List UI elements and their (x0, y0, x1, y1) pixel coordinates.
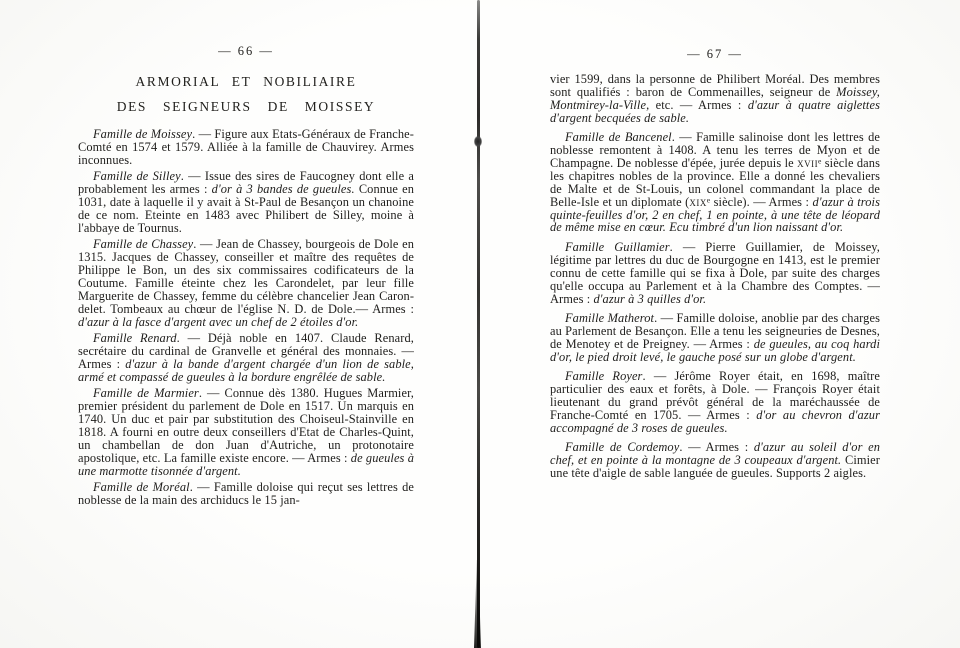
text-segment: . — Famille salinoise dont les lettres de noblesse remontent à 1408. A tenu les terres de Myon et de Champagne. De noblesse d'épée, jurée depuis le (550, 130, 880, 170)
page-number-right: — 67 — (687, 47, 743, 61)
text-segment: Famille Matherot (565, 310, 655, 325)
text-segment: ᵉ siècle dans les chapitres nobles de la province. Elle a donné les chevaliers de Malte et de St-Louis, un colonel commandant la place de Belle-Isle et un diplomate ( (550, 155, 880, 209)
text-segment: Famille de Marmier (93, 386, 199, 401)
gutter-bottom-shadow (474, 560, 481, 648)
text-segment: . — Jérôme Royer était, en 1698, maître particulier des eaux et forêts, à Dole. — François Royer était lieutenant du grand prévôt général de la maréchaussée de Franche-Comté en 1705. — Armes : (550, 369, 880, 422)
text-segment: d'azur à trois quinte-feuilles d'or, 2 en chef, 1 en pointe, à une tête de léopard de même mise en cœur. Ecu timbré d'un lion naissant d'or. (550, 194, 880, 235)
page-left-text (78, 128, 414, 507)
paragraph (550, 370, 880, 435)
text-segment: etc. — Armes : (649, 97, 748, 112)
text-segment: Famille de Chassey (93, 237, 194, 252)
text-segment: d'azur au soleil d'or en chef, et en pointe à la montagne de 3 coupeaux d'argent. (550, 440, 881, 467)
paragraph (78, 387, 414, 477)
text-segment: Famille de Cordemoy (565, 440, 680, 455)
text-segment: d'azur à quatre aiglettes d'argent becquées de sable. (550, 97, 881, 125)
page-gutter-shadow (477, 0, 480, 648)
text-segment: Famille Renard (93, 331, 177, 346)
text-segment: Cimier une tête d'aigle de sable languée de gueules. Supports 2 aigles. (550, 452, 880, 480)
text-segment: d'or au chevron d'azur accompagné de 3 roses de gueules. (550, 407, 880, 435)
armorial-title-line1: ARMORIAL ET NOBILIAIRE (135, 74, 357, 89)
armorial-title-line2: DES SEIGNEURS DE MOISSEY (116, 99, 376, 114)
page-number-left: — 66 — (218, 44, 274, 58)
paragraph (550, 241, 880, 306)
gutter-ink-blob (474, 136, 482, 147)
paragraph (78, 170, 414, 235)
text-segment: xvii (797, 155, 819, 170)
text-segment: Famille de Moissey (93, 127, 193, 141)
text-segment: . — Jean de Chassey, bourgeois de Dole en 1315. Jacques de Chassey, conseiller et maître des requêtes de Philippe le Bon, un des six commissaires codificateurs de la Coutume. Famille éteinte chez les Carondelet, par leur fille Marguerite de Chassey, femme du célèbre chancelier Jean Carondelet. Tombeaux au chœur de l'église N. D. de Dole.— Armes : (78, 237, 414, 316)
paragraph (78, 332, 414, 384)
text-segment: . — Issue des sires de Faucogney dont elle a probablement les armes : (78, 169, 415, 197)
text-segment: . — Connue dès 1380. Hugues Marmier, premier président du parlement de Dole en 1517. Un marquis en 1740. Un duc et pair par substitution des Choiseul-Stainville en 1818. A fourni en outre deux conseillers d'Etat de Charles-Quint, un chambellan de don Juan d'Autriche, un protonotaire apostolique, etc. La famille existe encore. — Armes : (78, 386, 415, 465)
page-left (78, 44, 414, 507)
text-segment: d'or à 3 bandes de gueules. (211, 182, 355, 197)
text-segment: . — Famille doloise qui reçut ses lettres de noblesse de la main des archiducs le 15 jan- (78, 480, 415, 507)
text-segment: vier 1599, dans la personne de Philibert Moréal. Des membres sont qualifiés : baron de Commenailles, seigneur de (550, 72, 880, 99)
paragraph (78, 481, 414, 507)
paragraph (550, 441, 880, 480)
page-right (550, 47, 880, 480)
page-right-text (550, 73, 880, 480)
text-segment: . — Famille doloise, anoblie par des charges au Parlement de Besançon. Elle a tenu les seigneuries de Desnes, de Menotey et de Preigney. — Armes : (550, 310, 880, 351)
text-segment: Famille Guillamier (565, 239, 670, 254)
paragraph (550, 312, 880, 364)
text-segment: . — Figure aux Etats-Généraux de Franche-Comté en 1574 et 1579. Alliée à la famille de Chauvirey. Armes inconnues. (78, 127, 414, 167)
text-segment: . — Pierre Guillamier, de Moissey, légitime par lettres du duc de Bourgogne en 1413, est le premier connu de cette famille qui se fixa à Dole, par suite des charges qu'elle occupa au Parlement et à la Chambre des Comptes. — Armes : (550, 239, 880, 306)
text-segment: Connue en 1031, date à laquelle il y avait à St-Paul de Besançon un chanoine de ce nom. Eteinte en 1483 avec Philibert de Silley, moine à l'abbaye de Tournus. (78, 182, 415, 235)
paragraph (78, 238, 414, 328)
text-segment: de gueules à une marmotte tisonnée d'argent. (78, 450, 414, 478)
paragraph (550, 73, 880, 125)
text-segment: Moissey, Montmirey-la-Ville, (550, 84, 880, 112)
text-segment: Famille de Silley (93, 169, 181, 184)
text-segment: d'azur à la fasce d'argent avec un chef de 2 étoiles d'or. (78, 314, 359, 329)
paragraph (78, 128, 414, 167)
text-segment: Famille de Bancenel (565, 130, 672, 145)
text-segment: ᵉ siècle). — Armes : (706, 194, 813, 209)
text-segment: . — Armes : (679, 440, 754, 455)
text-segment: . — Déjà noble en 1407. Claude Renard, secrétaire du cardinal de Granvelle et général des monnaies. — Armes : (78, 331, 414, 371)
text-segment: Famille de Moréal (93, 480, 190, 495)
text-segment: de gueules, au coq hardi d'or, le pied droit levé, le gauche posé sur un globe d'argent. (550, 336, 880, 364)
text-segment: d'azur à la bande d'argent chargée d'un lion de sable, armé et compassé de gueules à la bordure engrêlée de sable. (78, 356, 414, 384)
paragraph (550, 131, 880, 234)
text-segment: d'azur à 3 quilles d'or. (593, 291, 707, 306)
text-segment: Famille Royer (565, 369, 643, 384)
text-segment: xix (689, 194, 707, 209)
